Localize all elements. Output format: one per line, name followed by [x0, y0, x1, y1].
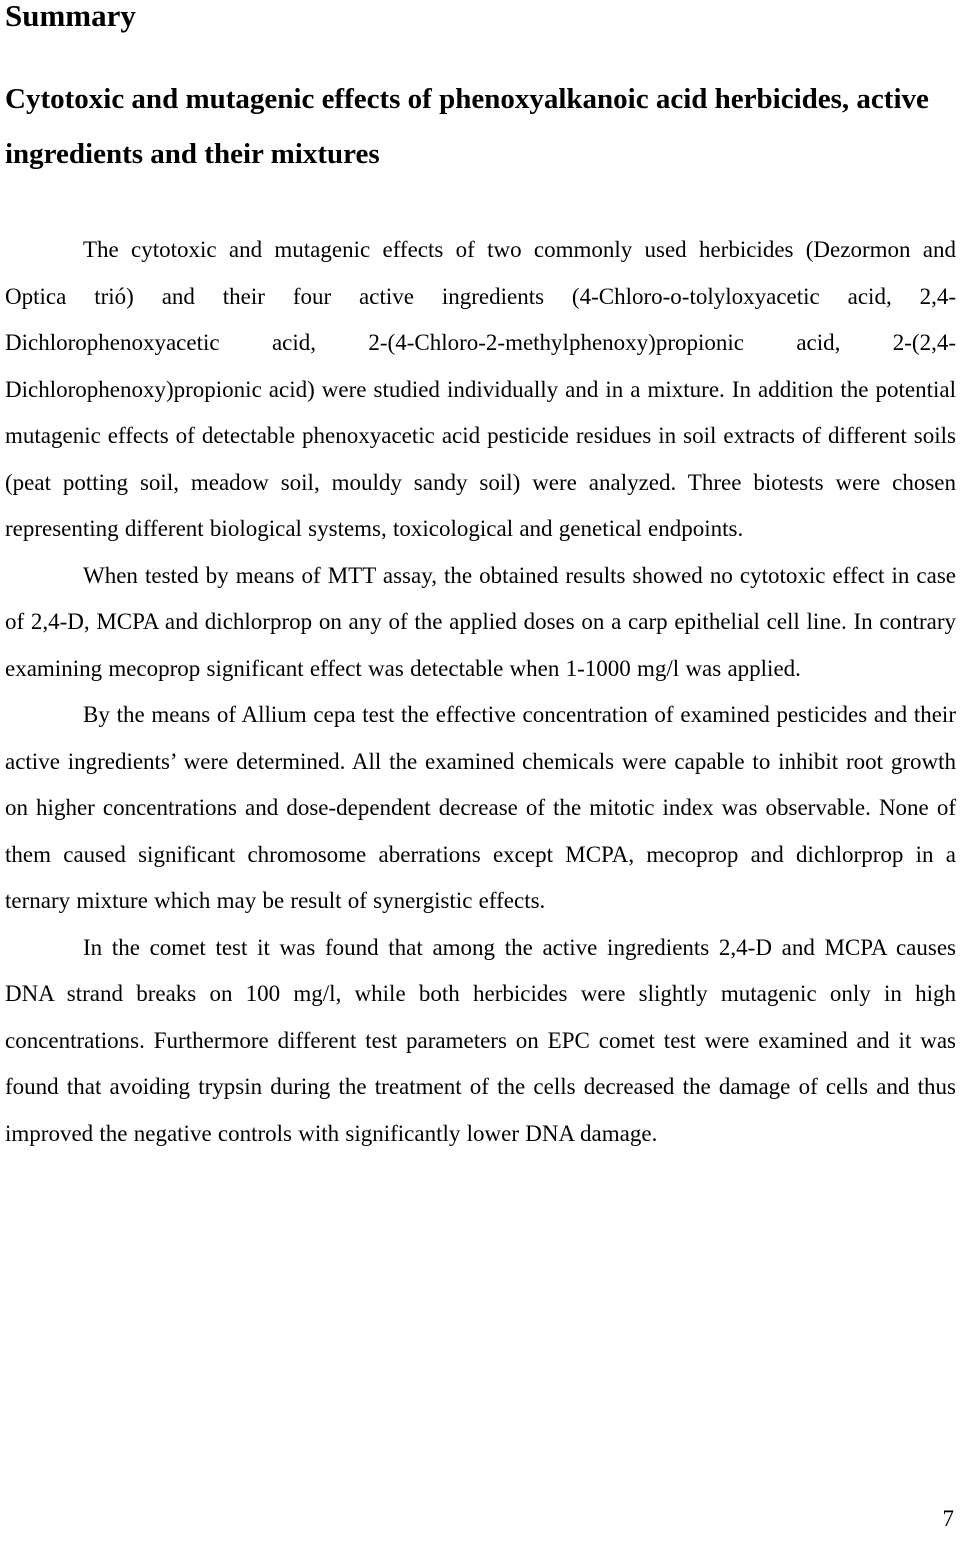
section-heading: Summary [5, 0, 136, 33]
paragraph-comet-test: In the comet test it was found that among the active ingredients 2,4-D and MCPA causes DNA strand breaks on 100 mg/l, while both herbicides were slightly mutagenic only in high concentrations. Furthermore different test parameters on EPC comet test were examined and it was found that avoiding trypsin during the treatment of the cells decreased the damage of cells and thus improved the negative controls with significantly lower DNA damage. [5, 934, 956, 1146]
paragraph-mtt-assay: When tested by means of MTT assay, the obtained results showed no cytotoxic effect in case of 2,4-D, MCPA and dichlorprop on any of the applied doses on a carp epithelial cell line. In contrary examining mecoprop significant effect was detectable when 1-1000 mg/l was applied. [5, 562, 956, 681]
summary-body [5, 227, 956, 1157]
paragraph-allium-test: By the means of Allium cepa test the effective concentration of examined pesticides and their active ingredients’ were determined. All the examined chemicals were capable to inhibit root growth on higher concentrations and dose-dependent decrease of the mitotic index was observable. None of them caused significant chromosome aberrations except MCPA, mecoprop and dichlorprop in a ternary mixture which may be result of synergistic effects. [5, 702, 956, 913]
paragraph-intro: The cytotoxic and mutagenic effects of two commonly used herbicides (Dezormon and Optica trió) and their four active ingredients (4-Chloro-o-tolyloxyacetic acid, 2,4-Dichlorophenoxyacetic acid, 2-(4-Chloro-2-methylphenoxy)propionic acid, 2-(2,4-Dichlorophenoxy)propionic acid) were studied individually and in a mixture. In addition the potential mutagenic effects of detectable phenoxyacetic acid pesticide residues in soil extracts of different soils (peat potting soil, meadow soil, mouldy sandy soil) were analyzed. Three biotests were chosen representing different biological systems, toxicological and genetical endpoints. [5, 237, 956, 541]
page-number: 7 [942, 1506, 954, 1531]
summary-title: Cytotoxic and mutagenic effects of phenoxyalkanoic acid herbicides, active ingredients and their mixtures [5, 83, 929, 170]
